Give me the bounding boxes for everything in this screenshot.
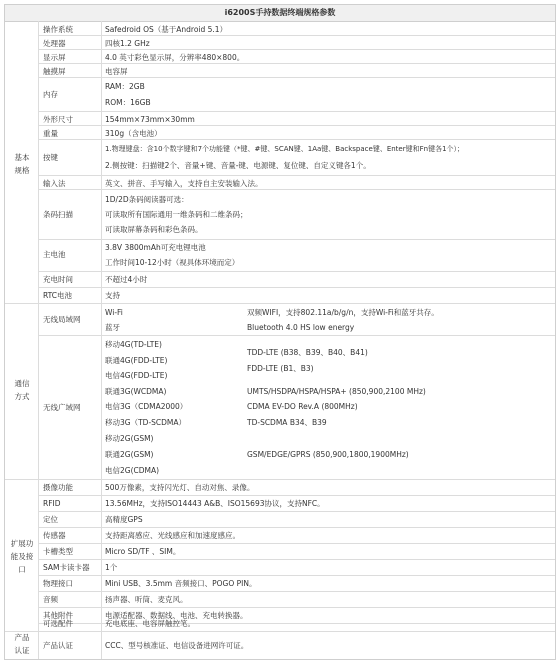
- network-band: GSM/EDGE/GPRS (850,900,1800,1900MHz): [247, 450, 409, 459]
- spec-value: Bluetooth 4.0 HS low energy: [247, 323, 355, 332]
- spec-value: Mini USB、3.5mm 音频接口、POGO PIN。: [105, 579, 257, 588]
- spec-label: 音频: [43, 595, 58, 604]
- spec-value: 电源适配器、数据线、电池、充电转换器。: [105, 611, 248, 620]
- row-divider: [38, 527, 555, 528]
- spec-label: 传感器: [43, 531, 66, 540]
- row-divider: [38, 125, 555, 126]
- spec-value: 电容屏: [105, 67, 128, 76]
- spec-value: 1D/2D条码阅读器可选：: [105, 195, 189, 204]
- row-divider: [38, 239, 555, 240]
- spec-value: 支持: [105, 291, 120, 300]
- network-band: CDMA EV-DO Rev.A (800MHz): [247, 402, 358, 411]
- spec-value: Wi-Fi: [105, 308, 123, 317]
- spec-label: SAM卡读卡器: [43, 563, 90, 572]
- network-row: 联通2G(GSM): [105, 450, 154, 459]
- row-divider: [38, 287, 555, 288]
- spec-value: 充电底座、电容屏触控笔。: [105, 619, 195, 628]
- network-band: UMTS/HSDPA/HSPA/HSPA+ (850,900,2100 MHz): [247, 387, 426, 396]
- row-divider: [38, 63, 555, 64]
- spec-value: 支持距离感应、光线感应和加速度感应。: [105, 531, 240, 540]
- spec-label: 充电时间: [43, 275, 73, 284]
- row-divider: [38, 175, 555, 176]
- grid-line: [101, 21, 102, 659]
- category-divider: [5, 303, 555, 304]
- spec-value: CCC、型号核准证、电信设备进网许可证。: [105, 641, 249, 650]
- network-band: TDD-LTE (B38、B39、B40、B41): [247, 348, 368, 357]
- spec-value: RAM：2GB: [105, 82, 145, 91]
- spec-label: RFID: [43, 499, 61, 508]
- spec-label: 其他附件: [43, 611, 73, 620]
- spec-value: 2.侧按键：扫描键2个、音量+键、音量-键、电源键、复位键、自定义键各1个。: [105, 161, 371, 170]
- spec-label: 定位: [43, 515, 58, 524]
- spec-label: 输入法: [43, 179, 66, 188]
- sheet-title: i6200S手持数据终端规格参数: [5, 5, 555, 22]
- category-cert: 产品 认证: [14, 633, 30, 655]
- network-row: 电信3G（CDMA2000）: [105, 402, 188, 411]
- network-row: 联通3G(WCDMA): [105, 387, 167, 396]
- network-row: 电信2G(CDMA): [105, 466, 160, 475]
- network-row: 移动3G（TD-SCDMA）: [105, 418, 187, 427]
- row-divider: [38, 607, 555, 608]
- row-divider: [38, 77, 555, 78]
- row-divider: [38, 111, 555, 112]
- spec-label: 摄像功能: [43, 483, 73, 492]
- spec-label: RTC电池: [43, 291, 73, 300]
- spec-label: 处理器: [43, 39, 66, 48]
- spec-value: 不超过4小时: [105, 275, 148, 284]
- row-divider: [38, 271, 555, 272]
- spec-value: 英文、拼音、手写输入，支持自主安装输入法。: [105, 179, 263, 188]
- spec-label: 卡槽类型: [43, 547, 73, 556]
- spec-value: 3.8V 3800mAh可充电锂电池: [105, 243, 206, 252]
- spec-value: 4.0 英寸彩色显示屏，分辨率480×800。: [105, 53, 245, 62]
- category-divider: [5, 631, 555, 632]
- spec-value: 可读取所有国际通用一维条码和二维条码；: [105, 210, 248, 219]
- spec-value: ROM：16GB: [105, 98, 151, 107]
- spec-label: 外形尺寸: [43, 115, 73, 124]
- spec-label: 操作系统: [43, 25, 73, 34]
- spec-value: 1个: [105, 563, 118, 572]
- row-divider: [38, 559, 555, 560]
- category-divider: [5, 479, 555, 480]
- spec-label: 主电池: [43, 250, 66, 259]
- spec-value: 13.56MHz，支持ISO14443 A&B、ISO15693协议，支持NFC。: [105, 499, 325, 508]
- spec-label: 条码扫描: [43, 210, 73, 219]
- row-divider: [38, 139, 555, 140]
- spec-label: 显示屏: [43, 53, 66, 62]
- spec-value: 可读取屏幕条码和彩色条码。: [105, 225, 203, 234]
- network-row: 电信4G(FDD-LTE): [105, 371, 168, 380]
- network-band: TD-SCDMA B34、B39: [247, 418, 327, 427]
- row-divider: [38, 335, 555, 336]
- row-divider: [38, 543, 555, 544]
- network-row: 移动2G(GSM): [105, 434, 154, 443]
- spec-value: 310g（含电池）: [105, 129, 162, 138]
- spec-value: Micro SD/TF 、SIM。: [105, 547, 181, 556]
- spec-label: 无线局域网: [43, 315, 81, 324]
- spec-value: 500万像素，支持闪光灯、自动对焦、录像。: [105, 483, 255, 492]
- row-divider: [38, 49, 555, 50]
- spec-sheet: [4, 4, 556, 660]
- spec-value: 1.物理键盘：含10个数字键和7个功能键（*键、#键、SCAN键、1Aa键、Backspace键、Enter键和Fn键各1个）；: [105, 145, 465, 153]
- spec-label: 无线广域网: [43, 403, 81, 412]
- network-row: 移动4G(TD-LTE): [105, 340, 162, 349]
- category-comm: 通信 方式: [14, 379, 30, 401]
- spec-label: 内存: [43, 90, 58, 99]
- spec-value: 四核1.2 GHz: [105, 39, 150, 48]
- network-row: 联通4G(FDD-LTE): [105, 356, 168, 365]
- spec-label: 重量: [43, 129, 58, 138]
- spec-label: 产品认证: [43, 641, 73, 650]
- row-divider: [38, 35, 555, 36]
- spec-label: 可选配件: [43, 619, 73, 628]
- spec-value: 扬声器、听筒、麦克风。: [105, 595, 188, 604]
- spec-label: 按键: [43, 153, 58, 162]
- row-divider: [38, 189, 555, 190]
- spec-value: 双频WIFI，支持802.11a/b/g/n，支持Wi-Fi和蓝牙共存。: [247, 308, 439, 317]
- category-ext: 扩展功 能及接 口: [10, 539, 34, 574]
- grid-line: [38, 21, 39, 659]
- spec-value: 154mm×73mm×30mm: [105, 115, 195, 124]
- row-divider: [38, 511, 555, 512]
- spec-label: 物理接口: [43, 579, 73, 588]
- row-divider: [38, 591, 555, 592]
- spec-label: 触摸屏: [43, 67, 66, 76]
- network-band: FDD-LTE (B1、B3): [247, 364, 314, 373]
- spec-value: 高精度GPS: [105, 515, 143, 524]
- spec-value: 蓝牙: [105, 323, 120, 332]
- spec-value: Safedroid OS（基于Android 5.1）: [105, 25, 228, 34]
- row-divider: [38, 495, 555, 496]
- spec-value: 工作时间10-12小时（视具体环境而定）: [105, 258, 240, 267]
- category-basic: 基本 规格: [14, 153, 30, 175]
- row-divider: [38, 575, 555, 576]
